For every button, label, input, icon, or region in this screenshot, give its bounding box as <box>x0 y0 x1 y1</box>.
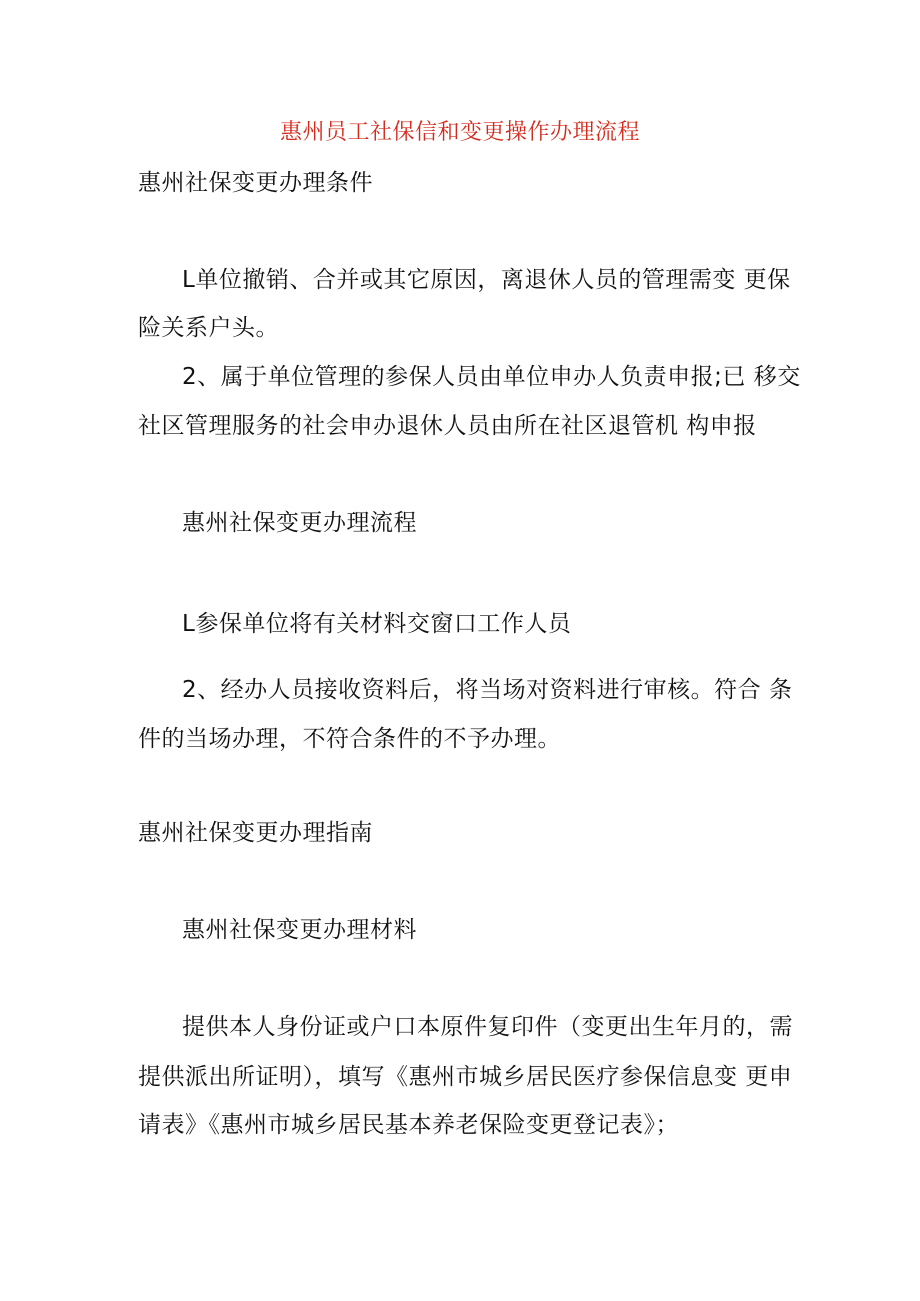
materials-line-3: 请表》《惠州市城乡居民基本养老保险变更登记表》； <box>138 1112 679 1138</box>
condition-1-line-1: L单位撤销、合并或其它原因，离退休人员的管理需变 更保 <box>182 267 791 293</box>
materials-line-1: 提供本人身份证或户口本原件复印件（变更出生年月的，需 <box>182 1014 793 1040</box>
materials-line-2: 提供派出所证明），填写《惠州市城乡居民医疗参保信息变 更申 <box>138 1064 793 1090</box>
conditions-heading: 惠州社保变更办理条件 <box>138 170 373 196</box>
materials-heading: 惠州社保变更办理材料 <box>182 917 417 943</box>
process-step-2-line-2: 件的当场办理，不符合条件的不予办理。 <box>138 726 561 752</box>
process-heading: 惠州社保变更办理流程 <box>182 510 417 536</box>
guide-heading: 惠州社保变更办理指南 <box>138 820 373 846</box>
condition-2-line-2: 社区管理服务的社会申办退休人员由所在社区退管机 构申报 <box>138 413 757 439</box>
condition-2-line-1: 2、属于单位管理的参保人员由单位申办人负责申报;已 移交 <box>182 364 801 390</box>
process-step-2-line-1: 2、经办人员接收资料后，将当场对资料进行审核。符合 条 <box>182 677 793 703</box>
document-title: 惠州员工社保信和变更操作办理流程 <box>279 120 640 145</box>
process-step-1: L参保单位将有关材料交窗口工作人员 <box>182 611 572 637</box>
condition-1-line-2: 险关系户头。 <box>138 315 279 341</box>
